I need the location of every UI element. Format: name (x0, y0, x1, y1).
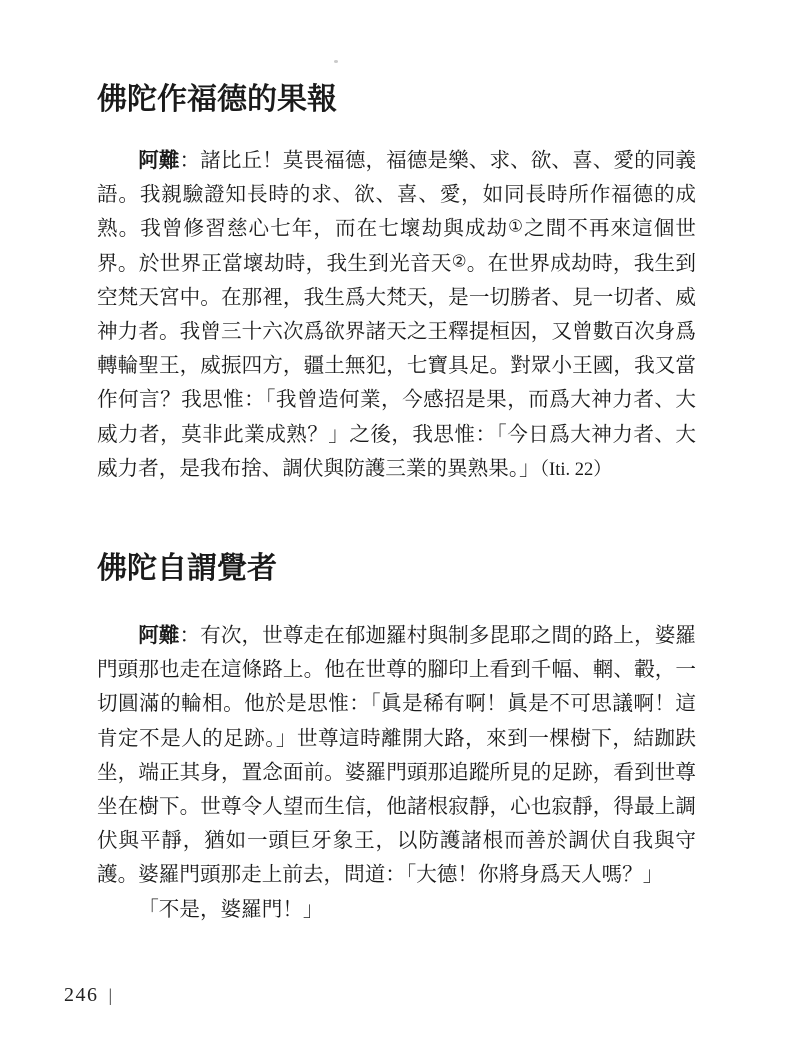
body-text: ：有次，世尊走在郁迦羅村與制多毘耶之間的路上，婆羅門頭那也走在這條路上。他在世尊的腳印上看到千幅、輞、轂，一切圓滿的輪相。他於是思惟：「眞是稀有啊！眞是不可思議啊！這肯定不是人的足跡。」世尊這時離開大路，來到一棵樹下，結跏趺坐，端正其身，置念面前。婆羅門頭那追蹤所見的足跡，看到世尊坐在樹下。世尊令人望而生信，他諸根寂靜，心也寂靜，得最上調伏與平靜，猶如一頭巨牙象王，以防護諸根而善於調伏自我與守護。婆羅門頭那走上前去，問道：「大德！你將身爲天人嗎？」 (97, 625, 697, 887)
footnote-marker-2: ② (451, 250, 467, 270)
paragraph-footprints (97, 619, 696, 893)
body-text: ：諸比丘！莫畏福德，福德是樂、求、欲、喜、愛的同義語。我親驗證知長時的求、欲、喜、愛，如同長時所作福德的成熟。我曾修習慈心七年，而在七壞劫與成劫 (97, 150, 697, 241)
footnote-marker-1: ① (508, 216, 524, 236)
paragraph-reply (97, 893, 696, 927)
sutta-citation: （Iti. 22） (539, 458, 612, 480)
dialogue-reply: 「不是，婆羅門！」 (138, 898, 324, 921)
section-heading-self-awakened: 佛陀自謂覺者 (97, 552, 277, 585)
section-body-self-awakened (97, 619, 696, 927)
body-text: 之間不再來這個世界。於世界正當壞劫時，我生到光音天 (97, 218, 697, 275)
section-body-merit-result (97, 144, 696, 487)
paragraph-merit-result (97, 144, 696, 487)
section-heading-merit-result: 佛陀作福德的果報 (97, 83, 337, 116)
scan-speck (334, 60, 338, 63)
page-footer (64, 984, 112, 1006)
speaker-name: 阿難 (138, 625, 180, 647)
body-text: 。在世界成劫時，我生到空梵天宮中。在那裡，我生爲大梵天，是一切勝者、見一切者、威神力者。我曾三十六次爲欲界諸天之王釋提桓因，又曾數百次身爲轉輪聖王，威振四方，疆土無犯，七寶具足。對眾小王國，我又當作何言？我思惟：「我曾造何業，今感招是果，而爲大神力者、大威力者，莫非此業成熟？」之後，我思惟：「今日爲大神力者、大威力者，是我布捨、調伏與防護三業的異熟果。」 (97, 252, 697, 480)
speaker-name: 阿難 (138, 150, 180, 172)
folio-separator: | (108, 985, 113, 1005)
page-number: 246 (64, 984, 99, 1006)
